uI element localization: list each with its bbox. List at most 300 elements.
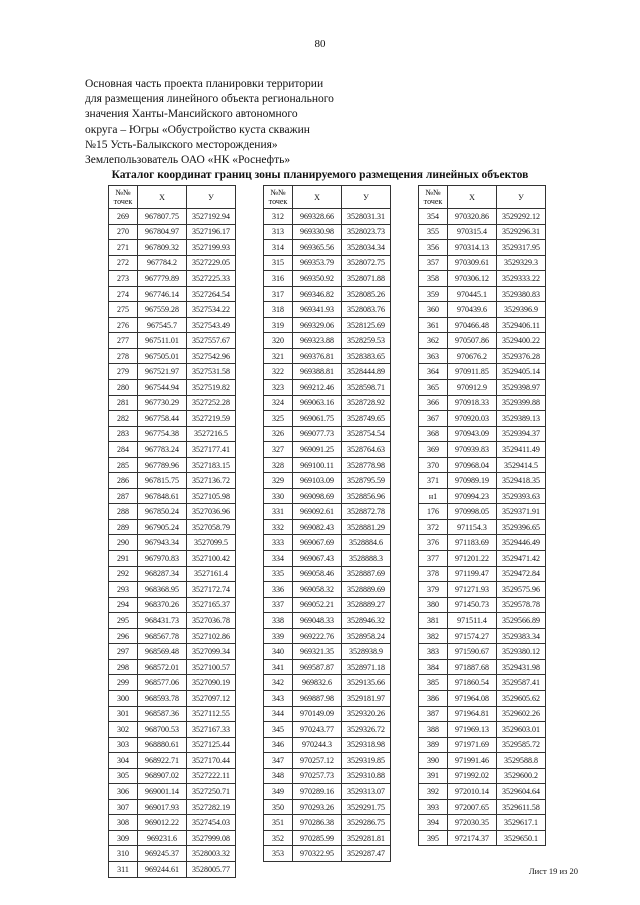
point-number-cell: 280 — [109, 380, 138, 396]
table-row — [419, 302, 546, 318]
table-row — [109, 535, 236, 551]
y-cell: 3527112.55 — [187, 706, 236, 722]
point-number-cell: 329 — [264, 473, 293, 489]
y-cell: 3528031.31 — [342, 209, 391, 225]
table-row — [419, 582, 546, 598]
y-cell: 3529575.96 — [497, 582, 546, 598]
x-cell: 969058.32 — [293, 582, 342, 598]
point-number-cell: 341 — [264, 659, 293, 675]
y-cell: 3527100.57 — [187, 659, 236, 675]
y-cell: 3529431.98 — [497, 659, 546, 675]
point-number-cell: 299 — [109, 675, 138, 691]
table-row — [264, 690, 391, 706]
table-row — [264, 613, 391, 629]
x-cell: 969058.46 — [293, 566, 342, 582]
y-cell: 3528071.88 — [342, 271, 391, 287]
table-row — [109, 395, 236, 411]
x-cell: 967848.61 — [138, 488, 187, 504]
x-cell: 969077.73 — [293, 426, 342, 442]
point-number-cell: 287 — [109, 488, 138, 504]
table-row — [109, 799, 236, 815]
point-number-cell: 351 — [264, 815, 293, 831]
y-cell: 3527219.59 — [187, 411, 236, 427]
y-cell: 3528764.63 — [342, 442, 391, 458]
x-cell: 967783.24 — [138, 442, 187, 458]
x-cell: 967850.24 — [138, 504, 187, 520]
table-row — [109, 224, 236, 240]
point-number-cell: 333 — [264, 535, 293, 551]
point-number-cell: 279 — [109, 364, 138, 380]
x-cell: 968370.26 — [138, 597, 187, 613]
x-cell: 967943.34 — [138, 535, 187, 551]
x-cell: 967815.75 — [138, 473, 187, 489]
point-number-cell: 271 — [109, 240, 138, 256]
y-cell: 3527165.37 — [187, 597, 236, 613]
point-number-cell: 368 — [419, 426, 448, 442]
point-number-cell: н1 — [419, 488, 448, 504]
y-cell: 3529398.97 — [497, 380, 546, 396]
x-cell: 967511.01 — [138, 333, 187, 349]
table-row — [419, 597, 546, 613]
table-row — [109, 830, 236, 846]
y-cell: 3529650.1 — [497, 830, 546, 846]
y-cell: 3529471.42 — [497, 551, 546, 567]
header-line: значения Ханты-Мансийского автономного — [85, 108, 298, 121]
y-cell: 3527543.49 — [187, 317, 236, 333]
table-row — [419, 286, 546, 302]
table-row — [419, 488, 546, 504]
point-number-cell: 342 — [264, 675, 293, 691]
point-number-cell: 317 — [264, 286, 293, 302]
point-number-cell: 320 — [264, 333, 293, 349]
point-number-cell: 269 — [109, 209, 138, 225]
x-cell: 969350.92 — [293, 271, 342, 287]
table-row — [109, 348, 236, 364]
table-row — [264, 411, 391, 427]
point-number-cell: 386 — [419, 690, 448, 706]
table-row — [264, 271, 391, 287]
table-row — [419, 411, 546, 427]
y-cell: 3527199.93 — [187, 240, 236, 256]
table-row — [264, 380, 391, 396]
point-number-cell: 291 — [109, 551, 138, 567]
x-cell: 969212.46 — [293, 380, 342, 396]
table-row — [419, 271, 546, 287]
point-number-cell: 391 — [419, 768, 448, 784]
x-cell: 970257.12 — [293, 753, 342, 769]
x-cell: 968700.53 — [138, 722, 187, 738]
point-number-cell: 338 — [264, 613, 293, 629]
x-cell: 969052.21 — [293, 597, 342, 613]
point-number-cell: 371 — [419, 473, 448, 489]
point-number-cell: 361 — [419, 317, 448, 333]
y-cell: 3529286.75 — [342, 815, 391, 831]
table-row — [264, 659, 391, 675]
x-cell: 970911.85 — [448, 364, 497, 380]
y-cell: 3529406.11 — [497, 317, 546, 333]
y-cell: 3529411.49 — [497, 442, 546, 458]
y-cell: 3527282.19 — [187, 799, 236, 815]
x-cell: 970939.83 — [448, 442, 497, 458]
y-cell: 3529326.72 — [342, 722, 391, 738]
table-row — [419, 364, 546, 380]
y-cell: 3528887.69 — [342, 566, 391, 582]
x-cell: 970286.38 — [293, 815, 342, 831]
table-header-row — [264, 186, 391, 209]
y-cell: 3527534.22 — [187, 302, 236, 318]
point-number-cell: 377 — [419, 551, 448, 567]
y-cell: 3529383.34 — [497, 628, 546, 644]
x-cell: 970320.86 — [448, 209, 497, 225]
table-row — [264, 706, 391, 722]
x-cell: 967807.75 — [138, 209, 187, 225]
x-cell: 970918.33 — [448, 395, 497, 411]
y-cell: 3528444.89 — [342, 364, 391, 380]
point-number-cell: 392 — [419, 784, 448, 800]
table-row — [109, 644, 236, 660]
y-cell: 3529602.26 — [497, 706, 546, 722]
point-number-cell: 274 — [109, 286, 138, 302]
x-cell: 971199.47 — [448, 566, 497, 582]
y-cell: 3529329.3 — [497, 255, 546, 271]
y-cell: 3527105.98 — [187, 488, 236, 504]
table-row — [264, 255, 391, 271]
y-cell: 3529588.8 — [497, 753, 546, 769]
point-number-cell: 347 — [264, 753, 293, 769]
table-row — [419, 768, 546, 784]
y-header: У — [497, 186, 546, 209]
table-row — [264, 519, 391, 535]
table-row — [109, 753, 236, 769]
table-row — [419, 255, 546, 271]
y-cell: 3527058.79 — [187, 519, 236, 535]
point-number-cell: 370 — [419, 457, 448, 473]
y-cell: 3529600.2 — [497, 768, 546, 784]
x-cell: 970315.4 — [448, 224, 497, 240]
y-cell: 3527102.86 — [187, 628, 236, 644]
page-number: 80 — [314, 38, 326, 50]
point-number-cell: 353 — [264, 846, 293, 862]
point-number-cell: 312 — [264, 209, 293, 225]
point-number-cell: 378 — [419, 566, 448, 582]
table-row — [419, 815, 546, 831]
point-number-cell: 354 — [419, 209, 448, 225]
x-cell: 969001.14 — [138, 784, 187, 800]
y-cell: 3527225.33 — [187, 271, 236, 287]
y-cell: 3527170.44 — [187, 753, 236, 769]
point-number-header: №№ точек — [264, 186, 293, 209]
x-cell: 967730.29 — [138, 395, 187, 411]
point-number-cell: 328 — [264, 457, 293, 473]
x-cell: 967804.97 — [138, 224, 187, 240]
x-cell: 971574.27 — [448, 628, 497, 644]
y-cell: 3529587.41 — [497, 675, 546, 691]
table-row — [419, 799, 546, 815]
table-row — [109, 519, 236, 535]
y-cell: 3529333.22 — [497, 271, 546, 287]
y-cell: 3527167.33 — [187, 722, 236, 738]
point-number-cell: 290 — [109, 535, 138, 551]
y-cell: 3528889.27 — [342, 597, 391, 613]
y-cell: 3529292.12 — [497, 209, 546, 225]
point-number-cell: 275 — [109, 302, 138, 318]
x-cell: 969082.43 — [293, 519, 342, 535]
y-cell: 3528259.53 — [342, 333, 391, 349]
point-number-cell: 292 — [109, 566, 138, 582]
x-cell: 972010.14 — [448, 784, 497, 800]
x-cell: 970507.86 — [448, 333, 497, 349]
table-row — [264, 209, 391, 225]
point-number-cell: 385 — [419, 675, 448, 691]
point-number-cell: 350 — [264, 799, 293, 815]
point-number-cell: 309 — [109, 830, 138, 846]
table-row — [109, 846, 236, 862]
x-cell: 971992.02 — [448, 768, 497, 784]
x-cell: 967970.83 — [138, 551, 187, 567]
y-cell: 3527264.54 — [187, 286, 236, 302]
point-number-cell: 357 — [419, 255, 448, 271]
point-number-cell: 394 — [419, 815, 448, 831]
y-cell: 3528971.18 — [342, 659, 391, 675]
x-cell: 969067.69 — [293, 535, 342, 551]
point-number-cell: 315 — [264, 255, 293, 271]
y-cell: 3529313.07 — [342, 784, 391, 800]
x-cell: 971964.08 — [448, 690, 497, 706]
x-cell: 969323.88 — [293, 333, 342, 349]
point-number-cell: 380 — [419, 597, 448, 613]
point-number-cell: 270 — [109, 224, 138, 240]
table-row — [109, 255, 236, 271]
x-cell: 969091.25 — [293, 442, 342, 458]
header-line: Основная часть проекта планировки территории — [85, 78, 324, 90]
y-cell: 3529393.63 — [497, 488, 546, 504]
x-cell: 969341.93 — [293, 302, 342, 318]
x-cell: 970289.16 — [293, 784, 342, 800]
x-cell: 970306.12 — [448, 271, 497, 287]
table-row — [419, 535, 546, 551]
table-row — [109, 784, 236, 800]
point-number-cell: 369 — [419, 442, 448, 458]
point-number-cell: 273 — [109, 271, 138, 287]
point-number-cell: 343 — [264, 690, 293, 706]
point-number-cell: 356 — [419, 240, 448, 256]
point-number-cell: 176 — [419, 504, 448, 520]
y-cell: 3527542.96 — [187, 348, 236, 364]
x-cell: 970257.73 — [293, 768, 342, 784]
point-number-cell: 288 — [109, 504, 138, 520]
point-number-cell: 376 — [419, 535, 448, 551]
x-cell: 967754.38 — [138, 426, 187, 442]
y-cell: 3529603.01 — [497, 722, 546, 738]
table-row — [264, 597, 391, 613]
table-row — [264, 317, 391, 333]
point-number-cell: 318 — [264, 302, 293, 318]
y-cell: 3529396.9 — [497, 302, 546, 318]
x-header: X — [138, 186, 187, 209]
point-number-cell: 286 — [109, 473, 138, 489]
y-header: У — [187, 186, 236, 209]
x-cell: 970314.13 — [448, 240, 497, 256]
point-number-cell: 388 — [419, 722, 448, 738]
point-number-cell: 395 — [419, 830, 448, 846]
y-cell: 3527192.94 — [187, 209, 236, 225]
table-row — [419, 317, 546, 333]
x-cell: 969321.35 — [293, 644, 342, 660]
point-number-cell: 336 — [264, 582, 293, 598]
point-number-cell: 276 — [109, 317, 138, 333]
table-row — [419, 753, 546, 769]
y-cell: 3527183.15 — [187, 457, 236, 473]
y-cell: 3527136.72 — [187, 473, 236, 489]
point-number-cell: 345 — [264, 722, 293, 738]
point-number-cell: 348 — [264, 768, 293, 784]
y-cell: 3529472.84 — [497, 566, 546, 582]
y-cell: 3528005.77 — [187, 861, 236, 877]
table-row — [419, 348, 546, 364]
point-number-cell: 331 — [264, 504, 293, 520]
table-row — [419, 551, 546, 567]
point-number-cell: 393 — [419, 799, 448, 815]
point-number-cell: 322 — [264, 364, 293, 380]
table-row — [264, 722, 391, 738]
y-cell: 3527531.58 — [187, 364, 236, 380]
point-number-cell: 339 — [264, 628, 293, 644]
point-number-cell: 307 — [109, 799, 138, 815]
x-cell: 969103.09 — [293, 473, 342, 489]
y-cell: 3529320.26 — [342, 706, 391, 722]
point-number-cell: 306 — [109, 784, 138, 800]
table-row — [264, 488, 391, 504]
y-cell: 3529318.98 — [342, 737, 391, 753]
point-number-cell: 311 — [109, 861, 138, 877]
x-cell: 969222.76 — [293, 628, 342, 644]
y-cell: 3529181.97 — [342, 690, 391, 706]
y-cell: 3527177.41 — [187, 442, 236, 458]
y-cell: 3529585.72 — [497, 737, 546, 753]
table-row — [264, 784, 391, 800]
x-cell: 968577.06 — [138, 675, 187, 691]
x-cell: 970149.09 — [293, 706, 342, 722]
point-number-cell: 349 — [264, 784, 293, 800]
table-row — [264, 302, 391, 318]
x-cell: 969017.93 — [138, 799, 187, 815]
x-cell: 969231.6 — [138, 830, 187, 846]
table-row — [419, 706, 546, 722]
point-number-cell: 367 — [419, 411, 448, 427]
table-row — [109, 551, 236, 567]
table-row — [264, 333, 391, 349]
y-cell: 3528023.73 — [342, 224, 391, 240]
table-row — [109, 659, 236, 675]
y-cell: 3529446.49 — [497, 535, 546, 551]
header-line: №15 Усть-Балыкского месторождения» — [85, 138, 278, 151]
y-cell: 3527125.44 — [187, 737, 236, 753]
table-row — [109, 240, 236, 256]
x-cell: 968587.36 — [138, 706, 187, 722]
y-cell: 3529611.58 — [497, 799, 546, 815]
y-cell: 3529376.28 — [497, 348, 546, 364]
y-cell: 3528125.69 — [342, 317, 391, 333]
table-row — [109, 488, 236, 504]
table-row — [264, 240, 391, 256]
y-cell: 3528958.24 — [342, 628, 391, 644]
y-cell: 3529396.65 — [497, 519, 546, 535]
table-row — [264, 535, 391, 551]
x-cell: 971860.54 — [448, 675, 497, 691]
y-cell: 3529400.22 — [497, 333, 546, 349]
y-cell: 3527557.67 — [187, 333, 236, 349]
table-row — [264, 426, 391, 442]
table-row — [264, 442, 391, 458]
table-row — [419, 675, 546, 691]
x-cell: 970943.09 — [448, 426, 497, 442]
table-row — [419, 659, 546, 675]
x-cell: 967545.7 — [138, 317, 187, 333]
y-cell: 3529578.78 — [497, 597, 546, 613]
y-cell: 3528083.76 — [342, 302, 391, 318]
point-number-cell: 314 — [264, 240, 293, 256]
table-row — [264, 364, 391, 380]
y-cell: 3527100.42 — [187, 551, 236, 567]
y-cell: 3529317.95 — [497, 240, 546, 256]
y-cell: 3528003.32 — [187, 846, 236, 862]
x-cell: 968572.01 — [138, 659, 187, 675]
table-row — [264, 224, 391, 240]
x-cell: 967559.28 — [138, 302, 187, 318]
table-row — [109, 815, 236, 831]
y-cell: 3529405.14 — [497, 364, 546, 380]
x-cell: 968368.95 — [138, 582, 187, 598]
x-cell: 969346.82 — [293, 286, 342, 302]
table-header-row — [109, 186, 236, 209]
x-cell: 970998.05 — [448, 504, 497, 520]
y-cell: 3527196.17 — [187, 224, 236, 240]
point-number-cell: 366 — [419, 395, 448, 411]
point-number-cell: 335 — [264, 566, 293, 582]
table-row — [419, 722, 546, 738]
table-row — [264, 830, 391, 846]
point-number-cell: 284 — [109, 442, 138, 458]
y-cell: 3529380.12 — [497, 644, 546, 660]
x-cell: 968922.71 — [138, 753, 187, 769]
x-cell: 967784.2 — [138, 255, 187, 271]
document-header — [85, 77, 334, 168]
table-row — [109, 457, 236, 473]
point-number-cell: 282 — [109, 411, 138, 427]
x-cell: 971964.81 — [448, 706, 497, 722]
table-row — [419, 566, 546, 582]
point-number-cell: 355 — [419, 224, 448, 240]
point-number-cell: 346 — [264, 737, 293, 753]
x-cell: 970285.99 — [293, 830, 342, 846]
y-cell: 3529287.47 — [342, 846, 391, 862]
table-row — [419, 426, 546, 442]
point-number-cell: 289 — [109, 519, 138, 535]
x-header: X — [293, 186, 342, 209]
y-cell: 3529319.85 — [342, 753, 391, 769]
point-number-cell: 365 — [419, 380, 448, 396]
point-number-cell: 384 — [419, 659, 448, 675]
x-cell: 971991.46 — [448, 753, 497, 769]
point-number-cell: 324 — [264, 395, 293, 411]
x-cell: 971450.73 — [448, 597, 497, 613]
y-cell: 3527097.12 — [187, 690, 236, 706]
y-cell: 3529310.88 — [342, 768, 391, 784]
table-row — [419, 519, 546, 535]
table-row — [264, 473, 391, 489]
x-cell: 970439.6 — [448, 302, 497, 318]
x-cell: 971969.13 — [448, 722, 497, 738]
